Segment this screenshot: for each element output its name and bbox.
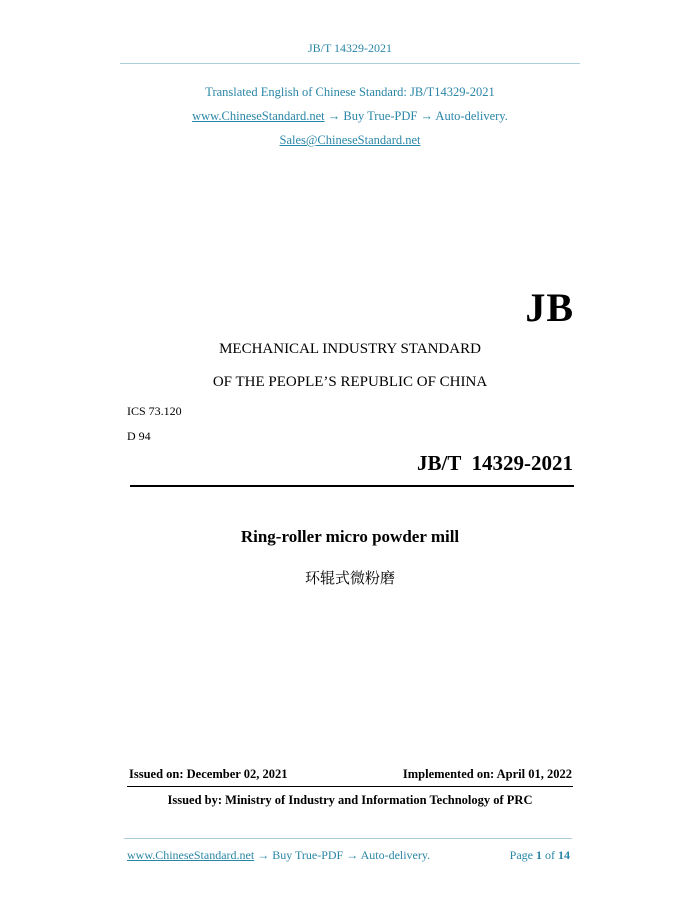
page-current: 1 [536, 848, 542, 862]
page-of: of [542, 848, 558, 862]
standard-number-rule [130, 485, 574, 487]
standard-number: JB/T 14329-2021 [417, 451, 573, 475]
purchase-line [0, 109, 700, 124]
standard-title-line1: MECHANICAL INDUSTRY STANDARD [219, 341, 481, 357]
footer-purchase-text: → Buy True-PDF → Auto-delivery. [254, 848, 431, 862]
email-line [0, 133, 700, 148]
footer-website-link[interactable]: www.ChineseStandard.net [127, 848, 255, 862]
implementation-date: Implemented on: April 01, 2022 [402, 767, 572, 781]
ccs-code: D 94 [127, 429, 151, 443]
header-divider [120, 63, 580, 64]
footer-divider [124, 838, 572, 839]
jb-logo: JB [525, 285, 574, 330]
page-prefix: Page [509, 848, 536, 862]
standard-title-line2: OF THE PEOPLE’S REPUBLIC OF CHINA [212, 374, 488, 390]
email-link[interactable]: Sales@ChineseStandard.net [279, 133, 421, 147]
dates-rule [127, 786, 573, 787]
running-header-code: JB/T 14329-2021 [307, 41, 393, 55]
document-title-english: Ring-roller micro powder mill [240, 527, 460, 546]
page-indicator [510, 848, 570, 863]
footer-purchase-line [127, 848, 430, 863]
issue-date: Issued on: December 02, 2021 [129, 767, 288, 781]
page-total: 14 [558, 848, 570, 862]
website-link[interactable]: www.ChineseStandard.net [192, 109, 325, 123]
ics-code: ICS 73.120 [127, 404, 182, 418]
translation-notice: Translated English of Chinese Standard: JB/T14329-2021 [205, 85, 495, 99]
document-title-chinese: 环辊式微粉磨 [304, 569, 395, 587]
issuing-authority: Issued by: Ministry of Industry and Information Technology of PRC [167, 793, 533, 807]
purchase-text: → Buy True-PDF → Auto-delivery. [324, 109, 508, 123]
